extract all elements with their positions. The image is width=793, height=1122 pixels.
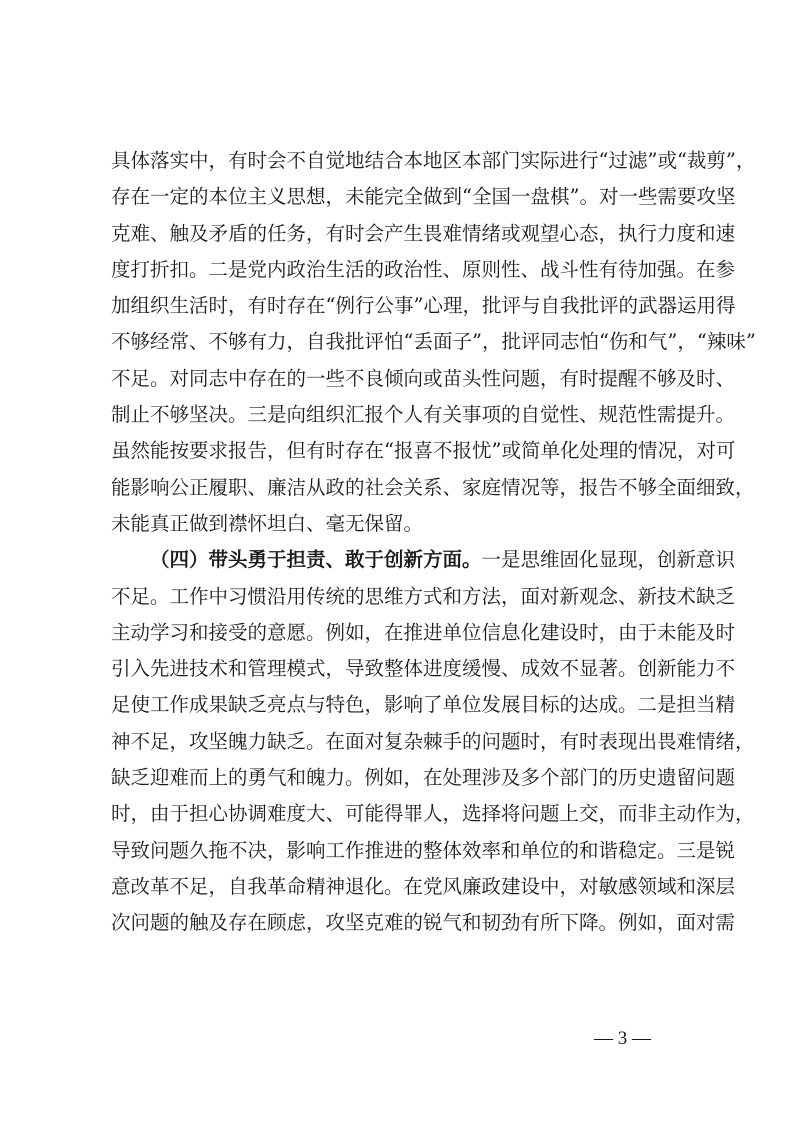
text-line: 时，由于担心协调难度大、可能得罪人，选择将问题上交，而非主动作为， (111, 802, 755, 826)
text-line: 具体落实中，有时会不自觉地结合本地区本部门实际进行“过滤”或“裁剪”， (111, 149, 756, 172)
text-line: 神不足，攻坚魄力缺乏。在面对复杂棘手的问题时，有时表现出畏难情绪， (111, 729, 755, 753)
text-line: 度打折扣。二是党内政治生活的政治性、原则性、战斗性有待加强。在参 (111, 257, 736, 281)
text-line: 意改革不足，自我革命精神退化。在党风廉政建设中，对敏感领域和深层 (111, 874, 736, 898)
text-line: 不足。工作中习惯沿用传统的思维方式和方法，面对新观念、新技术缺乏 (111, 584, 736, 608)
section-first-line-text: 一是思维固化显现，创新意识 (481, 548, 736, 572)
text-line: 不足。对同志中存在的一些不良倾向或苗头性问题，有时提醒不够及时、 (111, 366, 736, 390)
text-line: 足使工作成果缺乏亮点与特色，影响了单位发展目标的达成。二是担当精 (111, 693, 736, 717)
paragraph-innovation (111, 542, 755, 941)
text-line: 虽然能按要求报告，但有时存在“报喜不报忧”或简单化处理的情况，对可 (111, 439, 736, 463)
text-line: 加组织生活时，有时存在“例行公事”心理，批评与自我批评的武器运用得 (111, 294, 736, 318)
text-line: 次问题的触及存在顾虑，攻坚克难的锐气和韧劲有所下降。例如，面对需 (111, 911, 736, 935)
text-line: 缺乏迎难而上的勇气和魄力。例如，在处理涉及多个部门的历史遗留问题 (111, 766, 736, 790)
text-line: 未能真正做到襟怀坦白、毫无保留。 (111, 511, 424, 535)
section-heading: （四）带头勇于担责、敢于创新方面。 (150, 548, 482, 572)
text-line: 克难、触及矛盾的任务，有时会产生畏难情绪或观望心态，执行力度和速 (111, 221, 736, 245)
text-line: 引入先进技术和管理模式，导致整体进度缓慢、成效不显著。创新能力不 (111, 657, 736, 681)
document-body (111, 143, 756, 942)
text-line: 制止不够坚决。三是向组织汇报个人有关事项的自觉性、规范性需提升。 (111, 403, 736, 427)
text-line: 不够经常、不够有力，自我批评怕“丢面子”，批评同志怕“伤和气”，“辣味” (111, 330, 756, 354)
paragraph-party-life (111, 143, 756, 542)
text-line: 能影响公正履职、廉洁从政的社会关系、家庭情况等，报告不够全面细致， (111, 475, 755, 499)
text-line: 存在一定的本位主义思想，未能完全做到“全国一盘棋”。对一些需要攻坚 (111, 185, 736, 209)
section-first-line (111, 542, 736, 578)
text-line: 主动学习和接受的意愿。例如，在推进单位信息化建设时，由于未能及时 (111, 620, 736, 644)
text-line: 导致问题久拖不决，影响工作推进的整体效率和单位的和谐稳定。三是锐 (111, 838, 736, 862)
page-number: — 3 — (594, 1028, 651, 1049)
